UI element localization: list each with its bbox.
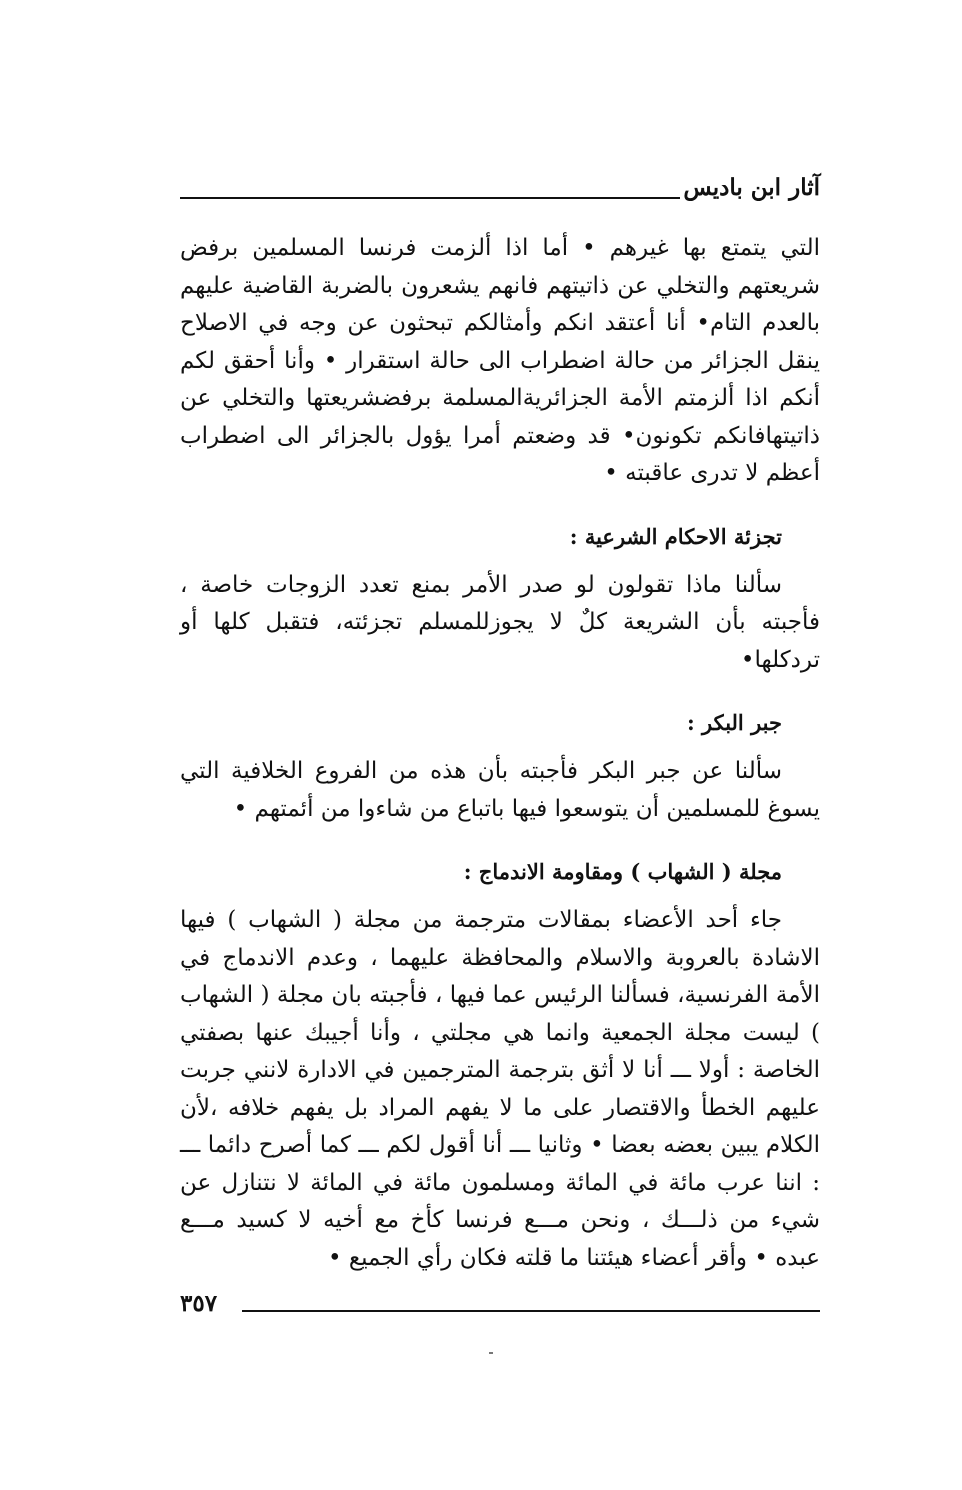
page-number: ٣٥٧ bbox=[180, 1290, 218, 1317]
running-title: آثار ابن باديس bbox=[683, 174, 820, 201]
header-rule bbox=[180, 197, 680, 199]
section-heading-legal-rulings: تجزئة الاحكام الشرعية : bbox=[569, 523, 782, 549]
page-body bbox=[180, 230, 820, 1277]
paragraph-virgin: سألنا عن جبر البكر فأجبته بأن هذه من الفروع الخلافية التي يسوغ للمسلمين أن يتوسعوا فيها باتباع من شاءوا من أئمتهم • bbox=[180, 758, 820, 822]
footer-rule bbox=[242, 1310, 820, 1312]
paragraph-legal-rulings: سألنا ماذا تقولون لو صدر الأمر بمنع تعدد الزوجات خاصة ، فأجبته بأن الشريعة كلٌ لا يجوزللمسلم تجزئته، فتقبل كلها أو تردكلها• bbox=[180, 571, 820, 673]
scan-speck bbox=[489, 1352, 493, 1354]
running-header bbox=[180, 170, 820, 210]
paragraph-shihab: جاء أحد الأعضاء بمقالات مترجمة من مجلة ( الشهاب ) فيها الاشادة بالعروبة والاسلام والمحافظة عليهما ، وعدم الاندماج في الأمة الفرنسية، فسألنا الرئيس عما فيها ، فأجبته بان مجلة ( الشهاب ) ليست مجلة الجمعية وانما هي مجلتي ، وأنا أجيبك عنها بصفتي الخاصة : أولا ـــ أنا لا أثق بترجمة المترجمين في الادارة لانني جربت عليهم الخطأ والاقتصار على ما لا يفهم المراد بل يفهم خلافه ،لأن الكلام يبين بعضه بعضا • وثانيا ـــ أنا أقول لكم ـــ كما أصرح دائما ـــ : اننا عرب مائة في المائة ومسلمون مائة في المائة لا نتنازل عن شيء من ذلـــك ، ونحن مـــع فرنسا كأخ مع أخيه لا كسيد مـــع عبده • وأقر أعضاء هيئتنا ما قلته فكان رأي الجميع • bbox=[180, 907, 820, 1271]
section-heading-virgin: جبر البكر : bbox=[686, 710, 782, 735]
paragraph-intro: التي يتمتع بها غيرهم • أما اذا ألزمت فرنسا المسلمين برفض شريعتهم والتخلي عن ذاتيتهم فانهم يشعرون بالضربة القاضية عليهم بالعدم التام• أنا أعتقد انكم وأمثالكم تبحثون عن وجه في الاصلاح ينقل الجزائر من حالة اضطراب الى حالة استقرار • وأنا أحقق لكم أنكم اذا ألزمتم الأمة الجزائريةالمسلمة برفضشريعتها والتخلي عن ذاتيتهافانكم تكونون• قد وضعتم أمرا يؤول بالجزائر الى اضطراب أعظم لا تدرى عاقبته • bbox=[180, 235, 820, 486]
page-footer bbox=[180, 1288, 820, 1324]
section-heading-shihab: مجلة ( الشهاب ) ومقاومة الاندماج : bbox=[463, 859, 782, 884]
